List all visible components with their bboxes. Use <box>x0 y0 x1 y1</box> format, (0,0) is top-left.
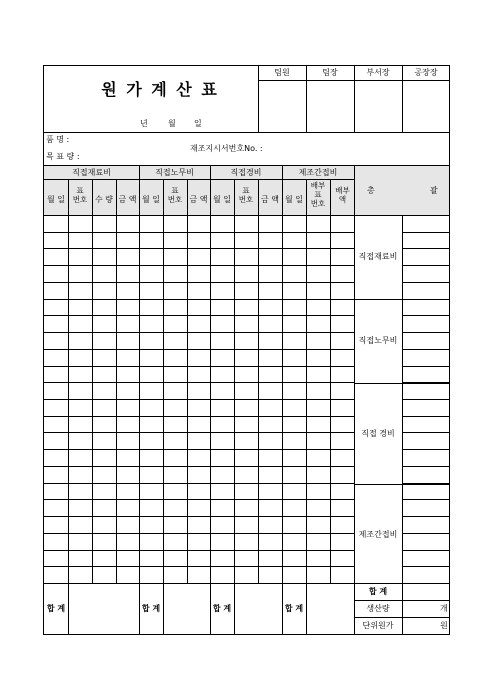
vline-sub <box>258 179 259 583</box>
col-alloc-amount-2: 액 <box>338 195 347 204</box>
table-row-line <box>43 248 354 249</box>
col-ref-1-top: 표 <box>76 186 84 195</box>
group-sub-line <box>43 179 355 180</box>
table-row-line <box>43 466 354 467</box>
col-amount-1: 금 액 <box>118 195 137 204</box>
group-direct-material: 직접재료비 <box>72 168 111 177</box>
vline-sub <box>187 179 188 583</box>
total-material: 합 계 <box>46 604 66 613</box>
approval-team-member: 팀원 <box>274 68 290 77</box>
summary-row-line <box>402 466 450 467</box>
summary-item-overhead: 제조간접비 <box>358 530 398 539</box>
grand-total-label: 합 계 <box>368 587 388 596</box>
col-ref-2-top: 표 <box>171 186 179 195</box>
summary-row-line <box>402 382 450 383</box>
summary-row-line <box>402 299 450 300</box>
summary-row-line <box>402 416 450 417</box>
date-month: 월 <box>168 119 176 128</box>
table-row-line <box>43 332 354 333</box>
table-row-line <box>43 449 354 450</box>
col-alloc-ref-3: 번호 <box>310 199 326 208</box>
summary-row-line <box>402 315 450 316</box>
summary-row-line <box>402 282 450 283</box>
page-title: 원 가 계 산 표 <box>101 80 219 99</box>
product-name-label: 품 명 : <box>46 135 70 144</box>
col-alloc-ref-2: 표 <box>314 190 322 199</box>
summary-label-right: 괄 <box>430 186 438 195</box>
col-ref-2 <box>163 186 187 204</box>
summary-label-left: 총 <box>367 186 375 195</box>
vline-sub <box>306 179 307 583</box>
col-month-day-3: 월 일 <box>213 195 231 204</box>
summary-row-line <box>402 483 450 484</box>
group-manufacturing-overhead: 제조간접비 <box>298 168 338 177</box>
unit-cost-label: 단위원가 <box>362 621 394 630</box>
col-alloc-ref-1: 배부 <box>310 181 326 190</box>
unit-won: 원 <box>440 621 448 630</box>
total-expense: 합 계 <box>212 604 232 613</box>
vline-group-3 <box>282 166 283 635</box>
summary-row-line <box>402 265 450 266</box>
vline-sub <box>330 179 331 583</box>
approval-dept-head: 부서장 <box>366 68 390 77</box>
order-number-label: 재조지시서번호No. : <box>190 144 263 153</box>
col-alloc-amount-1: 배부 <box>335 186 350 195</box>
table-row-line <box>43 349 354 350</box>
totals-sep-4 <box>306 583 307 635</box>
table-row-line <box>43 399 354 400</box>
approval-team-leader: 팀장 <box>322 68 338 77</box>
table-row-line <box>43 382 354 383</box>
table-row-line <box>43 282 354 283</box>
totals-sep-1 <box>68 583 69 635</box>
col-qty: 수 량 <box>95 195 113 204</box>
summary-row-line <box>402 432 450 433</box>
date-day: 일 <box>194 119 202 128</box>
vline-sub <box>116 179 117 583</box>
table-row-line <box>43 566 354 567</box>
col-month-day-4: 월 일 <box>285 195 303 204</box>
table-row-line <box>43 265 354 266</box>
table-row-line <box>43 366 354 367</box>
col-ref-3 <box>234 186 258 204</box>
vline-sub <box>92 179 93 583</box>
table-row-line <box>43 550 354 551</box>
group-direct-expense: 직접경비 <box>230 168 262 177</box>
summary-row-line <box>402 533 450 534</box>
summary-row-line <box>402 349 450 350</box>
total-labor: 합 계 <box>141 604 161 613</box>
group-direct-labor: 직접노무비 <box>155 168 194 177</box>
table-row-line <box>43 299 354 300</box>
col-amount-2: 금 액 <box>189 195 208 204</box>
totals-sep-2 <box>163 583 164 635</box>
col-ref-3-top: 표 <box>242 186 250 195</box>
summary-row-line <box>402 499 450 500</box>
table-row-line <box>43 416 354 417</box>
totals-row-line-2 <box>354 617 450 618</box>
vline-group-1 <box>139 166 140 635</box>
col-month-day-2: 월 일 <box>142 195 160 204</box>
approval-header-line <box>258 80 450 81</box>
table-header-bottom <box>43 215 450 216</box>
summary-row-line <box>402 232 450 233</box>
col-alloc-amount <box>330 186 355 204</box>
table-row-line <box>43 483 354 484</box>
col-alloc-ref <box>306 181 330 208</box>
totals-row-line-1 <box>354 600 450 601</box>
vline-sub <box>68 179 69 583</box>
summary-row-line <box>402 366 450 367</box>
summary-section-line-2 <box>354 383 450 384</box>
table-row-line <box>43 499 354 500</box>
total-overhead: 합 계 <box>284 604 304 613</box>
vline-summary-inner <box>402 215 403 635</box>
vline-sub <box>234 179 235 583</box>
target-qty-label: 목 표 량 : <box>46 152 80 161</box>
col-ref-2-bottom: 번호 <box>167 195 183 204</box>
table-row-line <box>43 533 354 534</box>
unit-pieces: 개 <box>440 604 448 613</box>
col-ref-3-bottom: 번호 <box>238 195 254 204</box>
summary-row-line <box>402 248 450 249</box>
summary-item-material: 직접재료비 <box>358 252 398 261</box>
summary-item-expense: 직접 경비 <box>361 429 395 438</box>
date-year: 년 <box>140 119 148 128</box>
summary-section-line-3 <box>354 484 450 485</box>
vline-group-2 <box>210 166 211 635</box>
col-month-day-1: 월 일 <box>47 195 65 204</box>
production-qty-label: 생산량 <box>366 604 390 613</box>
vline-sub <box>163 179 164 583</box>
totals-sep-3 <box>234 583 235 635</box>
summary-row-line <box>402 332 450 333</box>
vline-summary <box>354 166 355 635</box>
col-amount-3: 금 액 <box>261 195 279 204</box>
approval-plant-head: 공장장 <box>414 68 438 77</box>
summary-row-line <box>402 550 450 551</box>
table-row-line <box>43 432 354 433</box>
summary-row-line <box>402 516 450 517</box>
table-row-line <box>43 232 354 233</box>
table-row-line <box>43 315 354 316</box>
totals-top-line <box>43 583 450 584</box>
col-ref-1-bottom: 번호 <box>72 195 88 204</box>
summary-item-labor: 직접노무비 <box>358 336 398 345</box>
summary-row-line <box>402 566 450 567</box>
summary-row-line <box>402 399 450 400</box>
summary-row-line <box>402 449 450 450</box>
col-ref-1 <box>68 186 92 204</box>
table-row-line <box>43 516 354 517</box>
header-bottom-line <box>43 132 450 133</box>
